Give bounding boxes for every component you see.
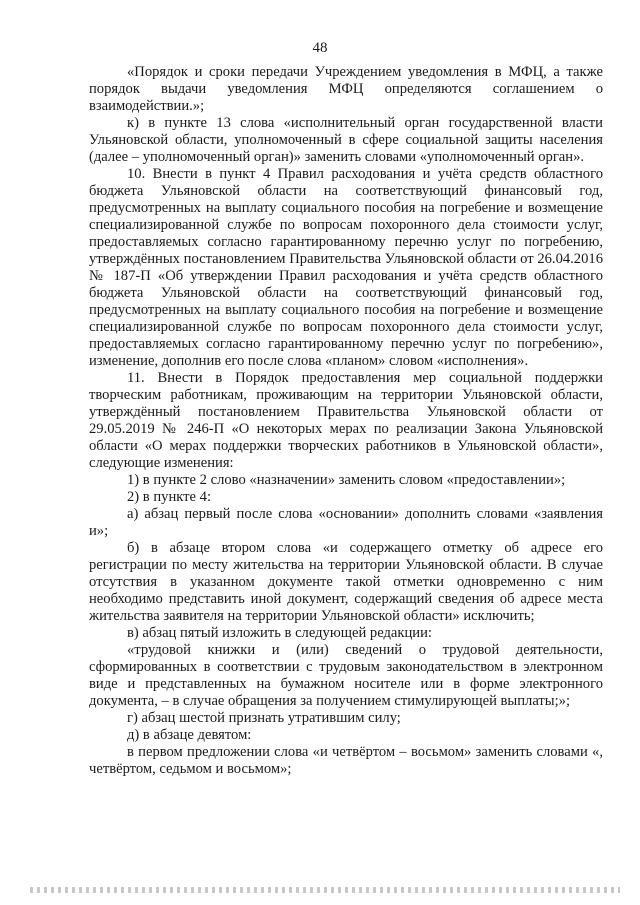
paragraph: 11. Внести в Порядок предоставления мер социальной поддержки творческим работникам, проживающим на территории Ульяновской области, утверждённый постановлением Правительства Ульяновской области от 29.05.2019 № 246-П «О некоторых мерах по реализации Закона Ульяновской области «О мерах поддержки творческих работников в Ульяновской области», следующие изменения: (89, 370, 603, 471)
paragraph: б) в абзаце втором слова «и содержащего отметку об адресе его регистрации по месту жительства на территории Ульяновской области. В случае отсутствия в указанном документе такой отметки одновременно с ним необходимо представить иной документ, содержащий сведения об адресе места жительства заявителя на территории Ульяновской области» исключить; (89, 540, 603, 624)
paragraph: к) в пункте 13 слова «исполнительный орган государственной власти Ульяновской области, уполномоченный в сфере социальной защиты населения (далее – уполномоченный орган)» заменить словами «уполномоченный орган». (89, 115, 603, 165)
paragraph: а) абзац первый после слова «основании» дополнить словами «заявления и»; (89, 506, 603, 539)
paragraph: 1) в пункте 2 слово «назначении» заменить словом «предоставлении»; (127, 472, 566, 488)
page-number: 48 (312, 40, 328, 56)
document-body (89, 64, 603, 778)
paragraph: в) абзац пятый изложить в следующей редакции: (127, 625, 432, 641)
paragraph: г) абзац шестой признать утратившим силу; (127, 710, 401, 726)
paragraph: 2) в пункте 4: (127, 489, 212, 505)
paragraph: 10. Внести в пункт 4 Правил расходования и учёта средств областного бюджета Ульяновской области на соответствующий финансовый год, предусмотренных на выплату социального пособия на погребение и возмещение специализированной службе по вопросам похоронного дела стоимости услуг, предоставляемых согласно гарантированному перечню услуг по погребению, утверждённых постановлением Правительства Ульяновской области от 26.04.2016 № 187-П «Об утверждении Правил расходования и учёта средств областного бюджета Ульяновской области на соответствующий финансовый год, предусмотренных на выплату социального пособия на погребение и возмещение специализированной службе по вопросам похоронного дела стоимости услуг, предоставляемых согласно гарантированному перечню услуг по погребению», изменение, дополнив его после слова «планом» словом «исполнения». (89, 166, 603, 369)
scan-artifact-line (30, 887, 620, 893)
paragraph: д) в абзаце девятом: (127, 727, 252, 743)
paragraph: «трудовой книжки и (или) сведений о трудовой деятельности, сформированных в соответствии с трудовым законодательством в электронном виде и представленных на бумажном носителе или в форме электронного документа, – в случае обращения за получением стимулирующей выплаты;»; (89, 642, 603, 709)
paragraph: «Порядок и сроки передачи Учреждением уведомления в МФЦ, а также порядок выдачи уведомления МФЦ определяются соглашением о взаимодействии.»; (89, 64, 603, 114)
paragraph: в первом предложении слова «и четвёртом – восьмом» заменить словами «, четвёртом, седьмом и восьмом»; (89, 744, 603, 777)
